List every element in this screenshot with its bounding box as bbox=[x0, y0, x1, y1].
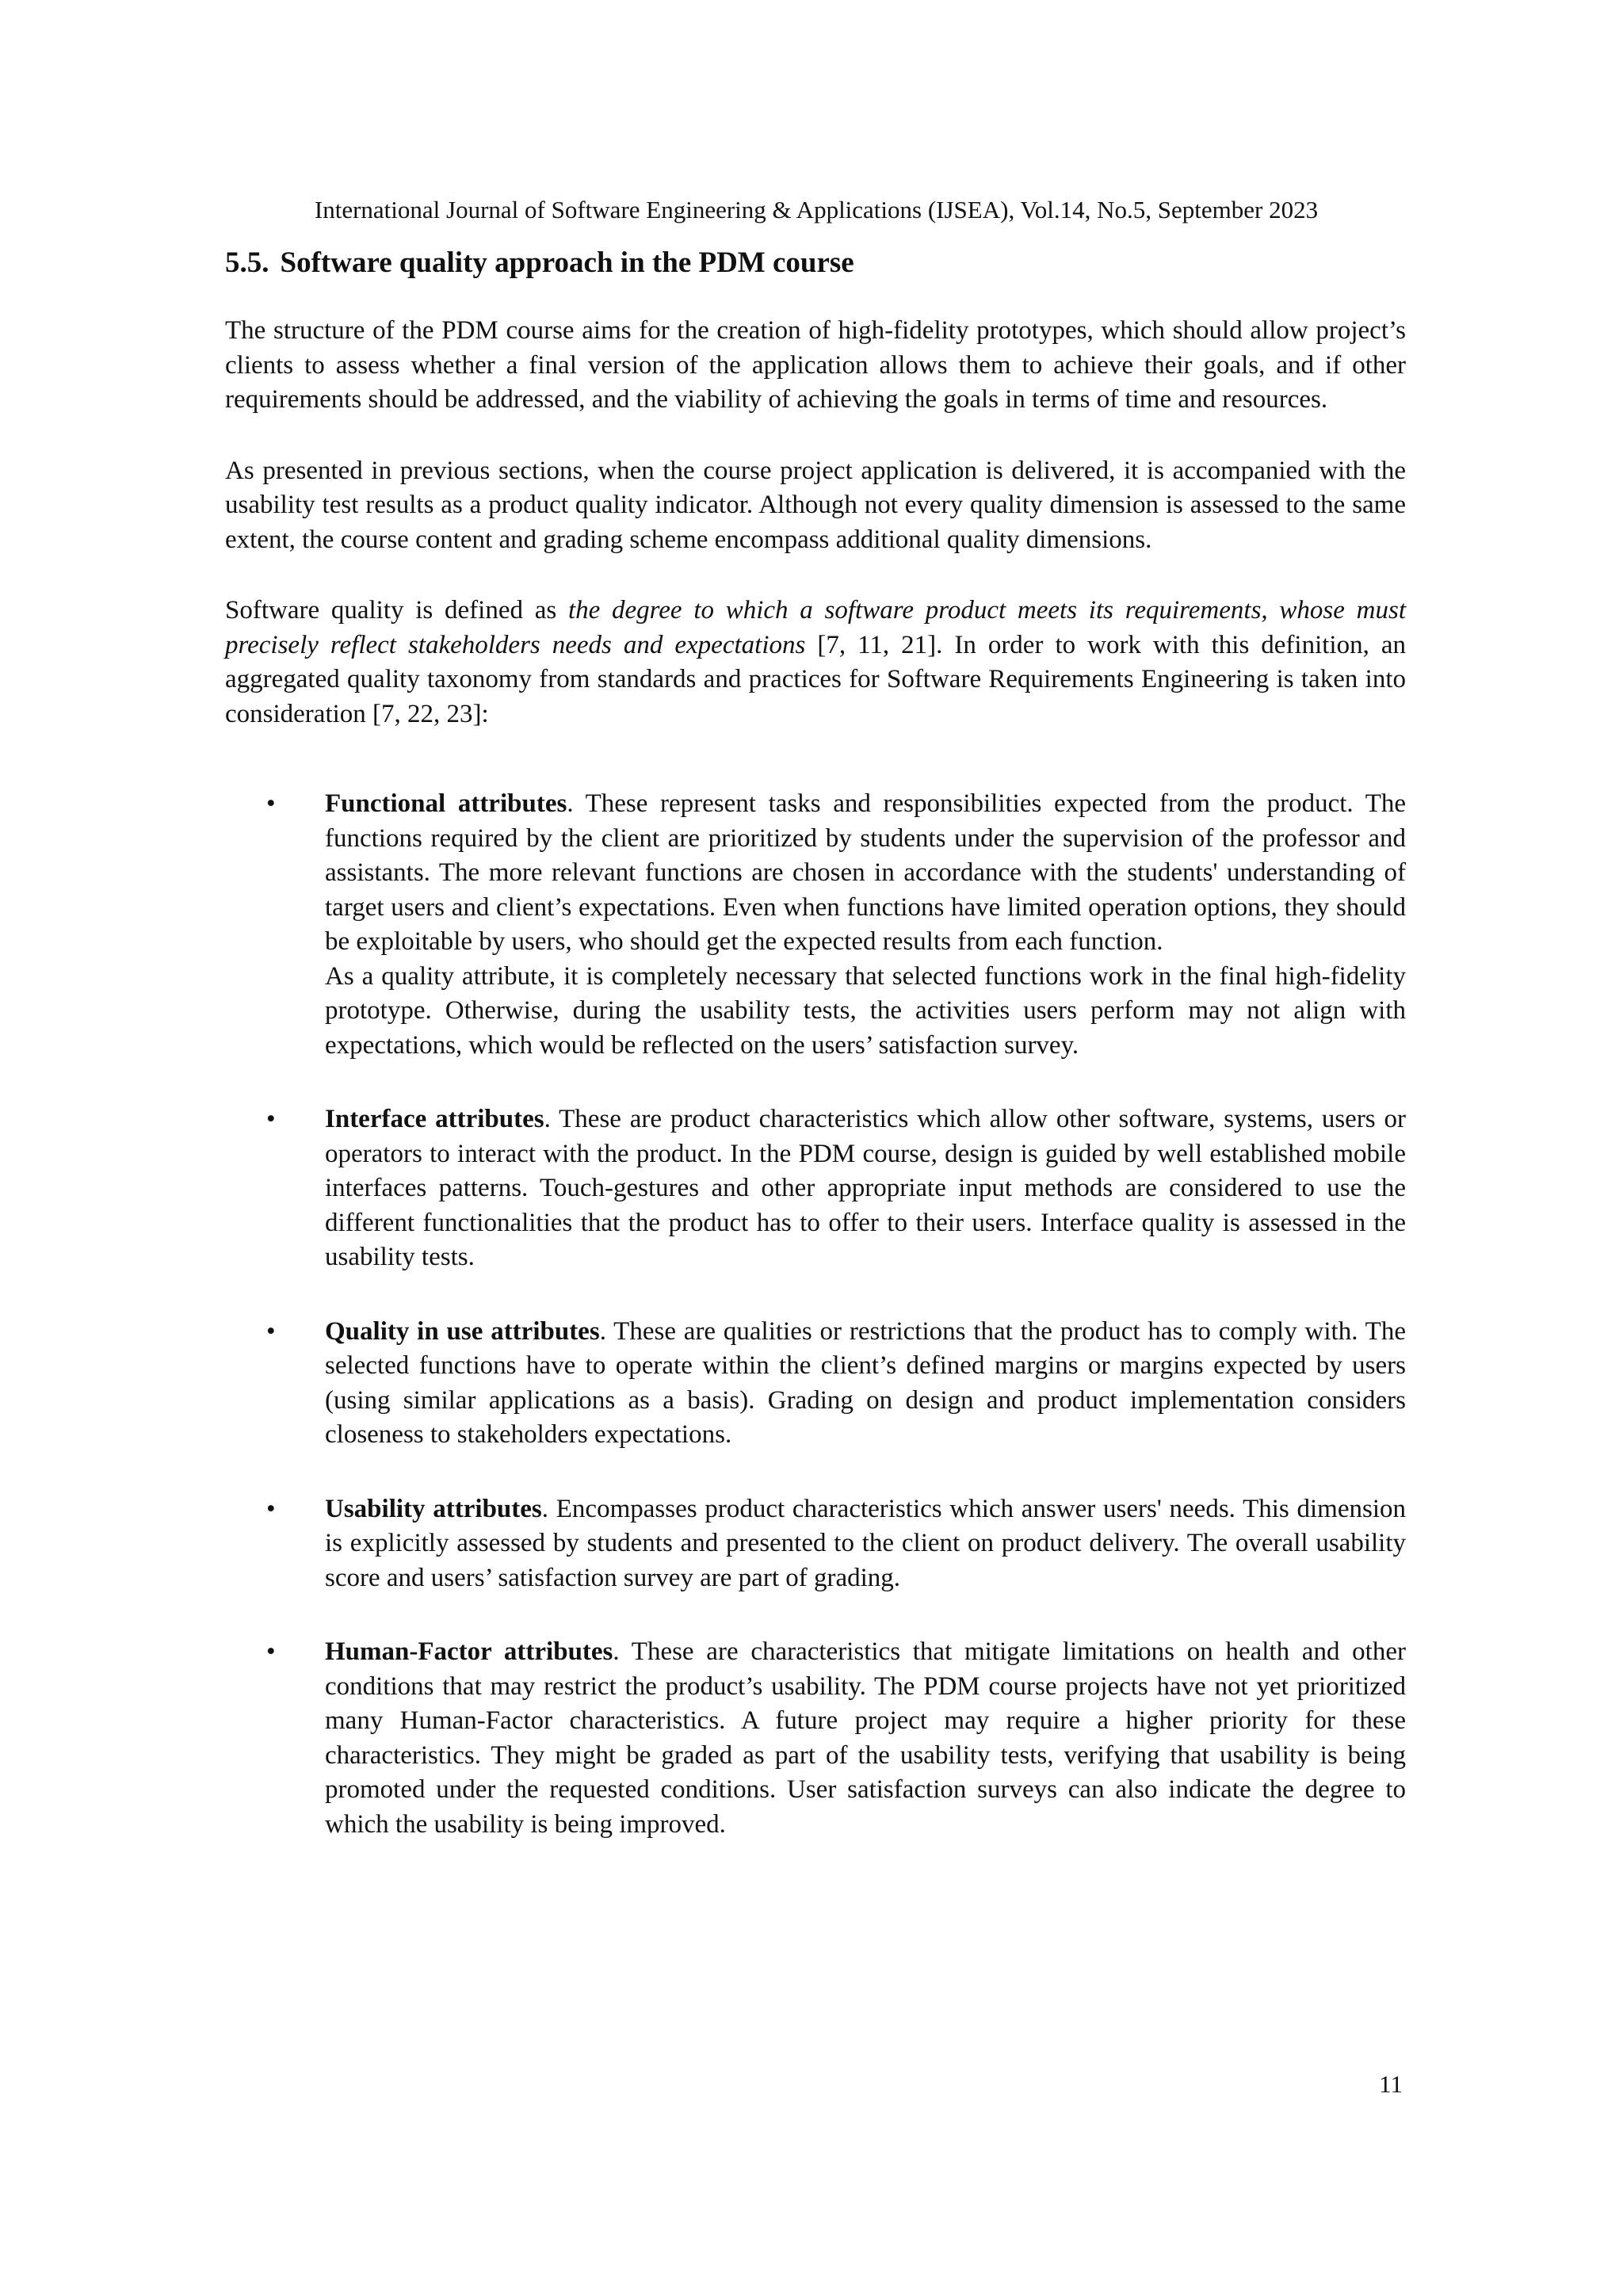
list-item-text bbox=[325, 1102, 1406, 1275]
page-content bbox=[225, 244, 1406, 1881]
list-item-human-factor bbox=[225, 1635, 1406, 1842]
list-item-text bbox=[325, 1635, 1406, 1842]
quality-attributes-list bbox=[225, 787, 1406, 1842]
list-item-usability bbox=[225, 1492, 1406, 1596]
list-item-term: Human-Factor attributes bbox=[325, 1637, 613, 1666]
list-item-text bbox=[325, 787, 1406, 960]
list-item-text bbox=[325, 1492, 1406, 1596]
list-item-text bbox=[325, 1315, 1406, 1453]
paragraph-2: As presented in previous sections, when the course project application is delivered, it is accompanied with the usability test results as a product quality indicator. Although not every quality dimension is assessed to the same extent, the course content and grading scheme encompass additional quality dimensions. bbox=[225, 456, 1406, 554]
bullet-icon: • bbox=[266, 1637, 276, 1666]
section-title: Software quality approach in the PDM course bbox=[280, 246, 854, 279]
list-item-description: . These are product characteristics which allow other software, systems, users or operators to interact with the product. In the PDM course, design is guided by well established mobile interfaces patterns. Touch-gestures and other appropriate input methods are considered to use the different functionalities that the product has to offer to their users. Interface quality is assessed in the usability tests. bbox=[325, 1105, 1406, 1271]
paragraph-1: The structure of the PDM course aims for the creation of high-fidelity prototypes, which should allow project’s clients to assess whether a final version of the application allows them to achieve their goals, and if other requirements should be addressed, and the viability of achieving the goals in terms of time and resources. bbox=[225, 316, 1406, 414]
paragraph-3 bbox=[225, 594, 1406, 732]
bullet-icon: • bbox=[266, 1494, 276, 1523]
list-item-description: . These are qualities or restrictions that the product has to comply with. The selected functions have to operate within the client’s defined margins or margins expected by users (using similar applications as a basis). Grading on design and product implementation considers closeness to stakeholders expectations. bbox=[325, 1316, 1406, 1449]
list-item-quality-in-use bbox=[225, 1315, 1406, 1453]
bullet-icon: • bbox=[266, 1105, 276, 1133]
list-item-term: Quality in use attributes bbox=[325, 1316, 600, 1346]
list-item-description: . These represent tasks and responsibilities expected from the product. The functions required by the client are prioritized by students under the supervision of the professor and assistants. The more relevant functions are chosen in accordance with the students' understanding of target users and client’s expectations. Even when functions have limited operation options, they should be exploitable by users, who should get the expected results from each function. bbox=[325, 789, 1407, 956]
running-header: International Journal of Software Engineering & Applications (IJSEA), Vol.14, No.5, September 2023 bbox=[314, 196, 1319, 223]
paragraph-3-lead: Software quality is defined as bbox=[225, 596, 568, 625]
list-item-functional bbox=[225, 787, 1406, 1063]
list-item-extra: As a quality attribute, it is completely necessary that selected functions work in the final high-fidelity prototype. Otherwise, during the usability tests, the activities users perform may not align with expectations, which would be reflected on the users’ satisfaction survey. bbox=[325, 961, 1406, 1060]
list-item-interface bbox=[225, 1102, 1406, 1275]
section-heading bbox=[225, 244, 1406, 282]
paragraph-3-tail: [7, 11, 21]. In order to work with this definition, an aggregated quality taxonomy from standards and practices for Software Requirements Engineering is taken into consideration [7, 22, 23]: bbox=[225, 630, 1406, 728]
page-number: 11 bbox=[1379, 2070, 1403, 2098]
list-item-term: Interface attributes bbox=[325, 1105, 544, 1133]
list-item-term: Functional attributes bbox=[325, 789, 567, 818]
list-item-description: . These are characteristics that mitigate limitations on health and other conditions that may restrict the product’s usability. The PDM course projects have not yet prioritized many Human-Factor characteristics. A future project may require a higher priority for these characteristics. They might be graded as part of the usability tests, verifying that usability is being promoted under the requested conditions. User satisfaction surveys can also indicate the degree to which the usability is being improved. bbox=[325, 1637, 1406, 1839]
quality-definition-italic: the degree to which a software product meets its requirements, whose must precisely reflect stakeholders needs and expectations bbox=[225, 596, 1406, 659]
list-item-description: . Encompasses product characteristics which answer users' needs. This dimension is explicitly assessed by students and presented to the client on product delivery. The overall usability score and users’ satisfaction survey are part of grading. bbox=[325, 1494, 1406, 1592]
list-item-term: Usability attributes bbox=[325, 1494, 542, 1523]
bullet-icon: • bbox=[266, 1316, 276, 1346]
bullet-icon: • bbox=[266, 789, 276, 818]
section-number: 5.5. bbox=[225, 246, 269, 279]
